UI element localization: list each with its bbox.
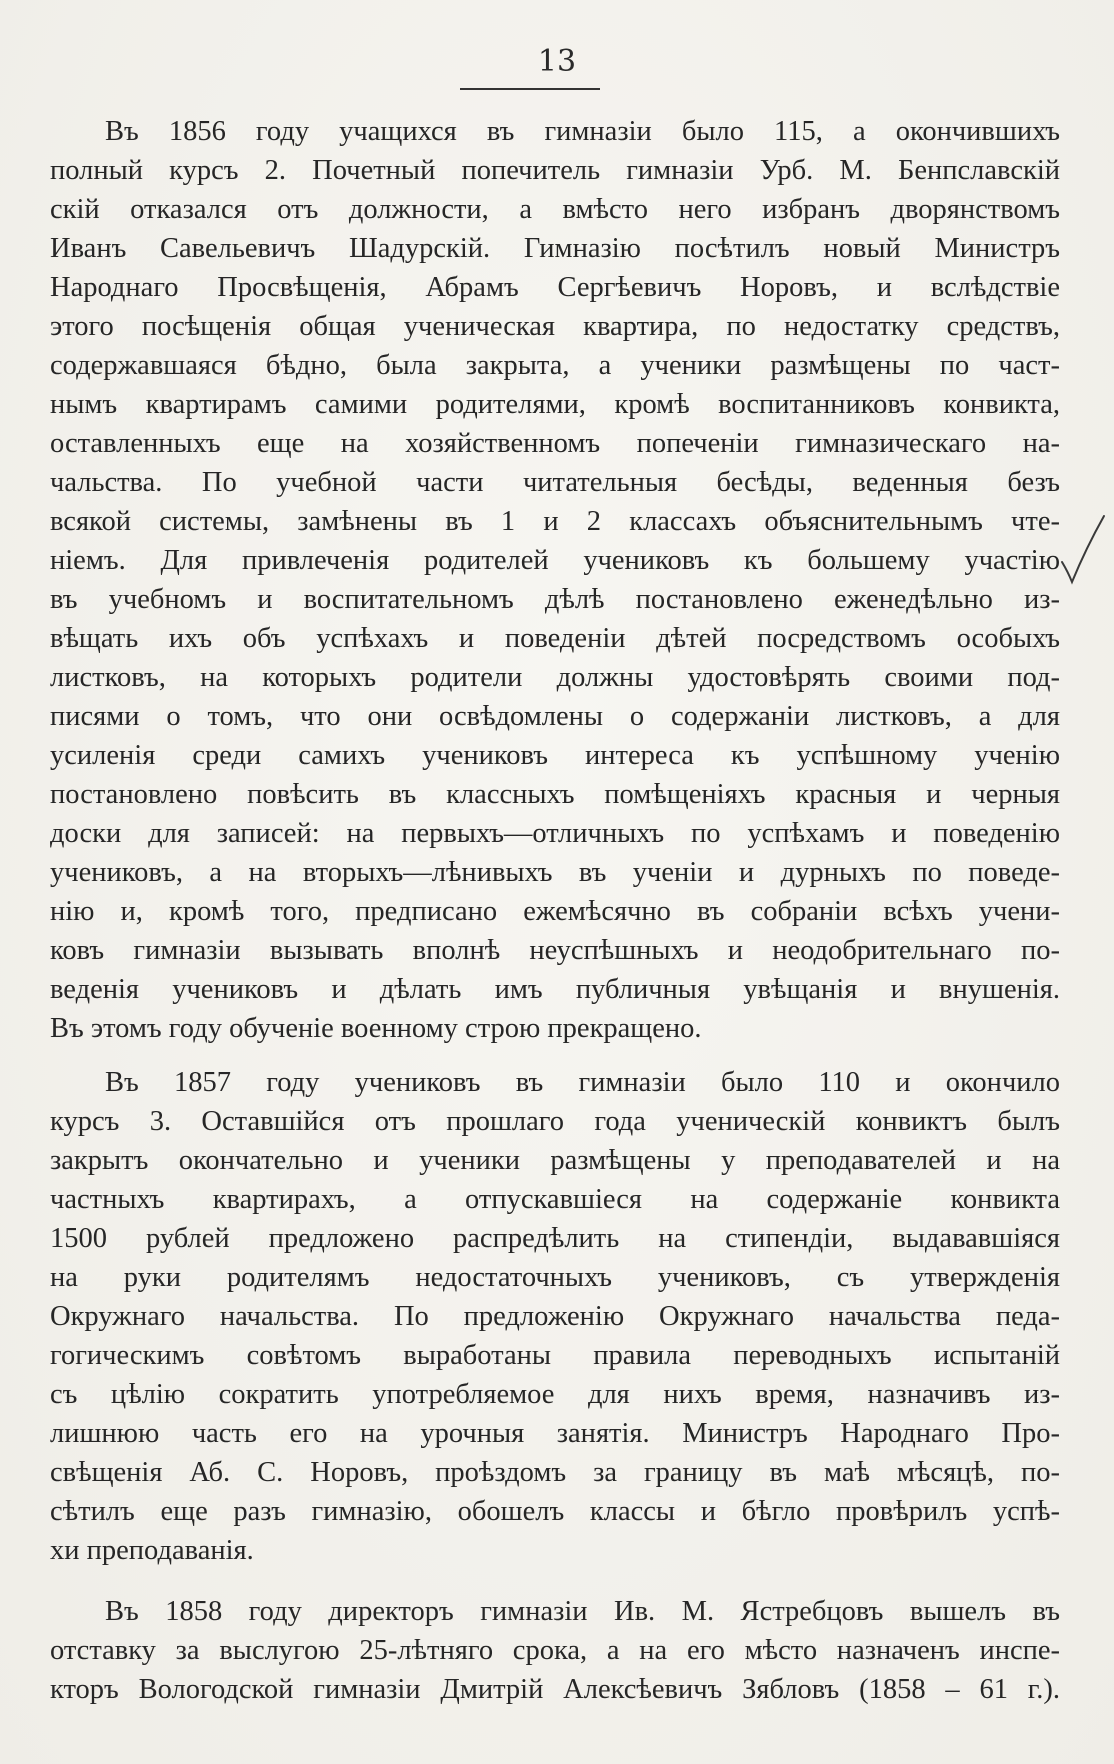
text-line: гогическимъ совѣтомъ выработаны правила переводныхъ испытаній: [50, 1340, 1060, 1371]
text-line: ніемъ. Для привлеченія родителей учениковъ къ большему участію: [50, 545, 1060, 576]
text-line: закрытъ окончательно и ученики размѣщены у преподавателей и на: [50, 1145, 1060, 1176]
text-line: Въ 1857 году учениковъ въ гимназіи было 110 и окончило: [105, 1067, 1060, 1098]
text-line: всякой системы, замѣнены въ 1 и 2 классахъ объяснительнымъ чте-: [50, 506, 1060, 537]
text-line: вѣщать ихъ объ успѣхахъ и поведеніи дѣтей посредствомъ особыхъ: [50, 623, 1060, 654]
text-line: Въ 1856 году учащихся въ гимназіи было 115, а окончившихъ: [105, 116, 1060, 147]
text-line: доски для записей: на первыхъ—отличныхъ по успѣхамъ и поведенію: [50, 818, 1060, 849]
text-line: нію и, кромѣ того, предписано ежемѣсячно въ собраніи всѣхъ учени-: [50, 896, 1060, 927]
text-line: Въ этомъ году обученіе военному строю прекращено.: [50, 1013, 702, 1044]
text-line: ковъ гимназіи вызывать вполнѣ неуспѣшныхъ и неодобрительнаго по-: [50, 935, 1060, 966]
text-line: лишнюю часть его на урочныя занятія. Министръ Народнаго Про-: [50, 1418, 1060, 1449]
handwritten-checkmark-icon: [1058, 510, 1108, 600]
text-line: Въ 1858 году директоръ гимназіи Ив. М. Ястребцовъ вышелъ въ: [105, 1596, 1060, 1627]
text-line: Окружнаго начальства. По предложенію Окружнаго начальства педа-: [50, 1301, 1060, 1332]
text-line: кторъ Вологодской гимназіи Дмитрій Алексѣевичъ Зябловъ (1858 – 61 г.).: [50, 1674, 1060, 1705]
text-line: писями о томъ, что они освѣдомлены о содержаніи листковъ, а для: [50, 701, 1060, 732]
text-line: этого посѣщенія общая ученическая квартира, по недостатку средствъ,: [50, 311, 1060, 342]
paragraph-1856: [50, 112, 1060, 1048]
text-line: Народнаго Просвѣщенія, Абрамъ Сергѣевичъ Норовъ, и вслѣдствіе: [50, 272, 1060, 303]
text-line: на руки родителямъ недостаточныхъ учениковъ, съ утвержденія: [50, 1262, 1060, 1293]
text-line: усиленія среди самихъ учениковъ интереса къ успѣшному ученію: [50, 740, 1060, 771]
text-line: отставку за выслугою 25-лѣтняго срока, а на его мѣсто назначенъ инспе-: [50, 1635, 1060, 1666]
text-line: Иванъ Савельевичъ Шадурскій. Гимназію посѣтилъ новый Министръ: [50, 233, 1060, 264]
text-line: чальства. По учебной части читательныя бесѣды, веденныя безъ: [50, 467, 1060, 498]
page-number-underline: [460, 88, 600, 90]
text-line: скій отказался отъ должности, а вмѣсто него избранъ дворянствомъ: [50, 194, 1060, 225]
text-line: учениковъ, а на вторыхъ—лѣнивыхъ въ ученіи и дурныхъ по поведе-: [50, 857, 1060, 888]
text-line: постановлено повѣсить въ классныхъ помѣщеніяхъ красныя и черныя: [50, 779, 1060, 810]
text-line: курсъ 3. Оставшійся отъ прошлаго года ученическій конвиктъ былъ: [50, 1106, 1060, 1137]
text-line: 1500 рублей предложено распредѣлить на стипендіи, выдававшіяся: [50, 1223, 1060, 1254]
text-line: хи преподаванія.: [50, 1535, 254, 1566]
text-line: нымъ квартирамъ самими родителями, кромѣ воспитанниковъ конвикта,: [50, 389, 1060, 420]
text-line: въ учебномъ и воспитательномъ дѣлѣ постановлено еженедѣльно из-: [50, 584, 1060, 615]
text-line: листковъ, на которыхъ родители должны удостовѣрять своими под-: [50, 662, 1060, 693]
paragraph-1858: [50, 1592, 1060, 1709]
text-line: оставленныхъ еще на хозяйственномъ попеченіи гимназическаго на-: [50, 428, 1060, 459]
text-line: сѣтилъ еще разъ гимназію, обошелъ классы и бѣгло провѣрилъ успѣ-: [50, 1496, 1060, 1527]
text-line: частныхъ квартирахъ, а отпускавшіеся на содержаніе конвикта: [50, 1184, 1060, 1215]
paragraph-1857: [50, 1063, 1060, 1570]
text-line: свѣщенія Аб. С. Норовъ, проѣздомъ за границу въ маѣ мѣсяцѣ, по-: [50, 1457, 1060, 1488]
text-line: содержавшаяся бѣдно, была закрыта, а ученики размѣщены по част-: [50, 350, 1060, 381]
text-line: полный курсъ 2. Почетный попечитель гимназіи Урб. М. Бенпславскій: [50, 155, 1060, 186]
text-line: съ цѣлію сократить употребляемое для нихъ время, назначивъ из-: [50, 1379, 1060, 1410]
page-number: 13: [537, 44, 577, 79]
text-line: веденія учениковъ и дѣлать имъ публичныя увѣщанія и внушенія.: [50, 974, 1060, 1005]
